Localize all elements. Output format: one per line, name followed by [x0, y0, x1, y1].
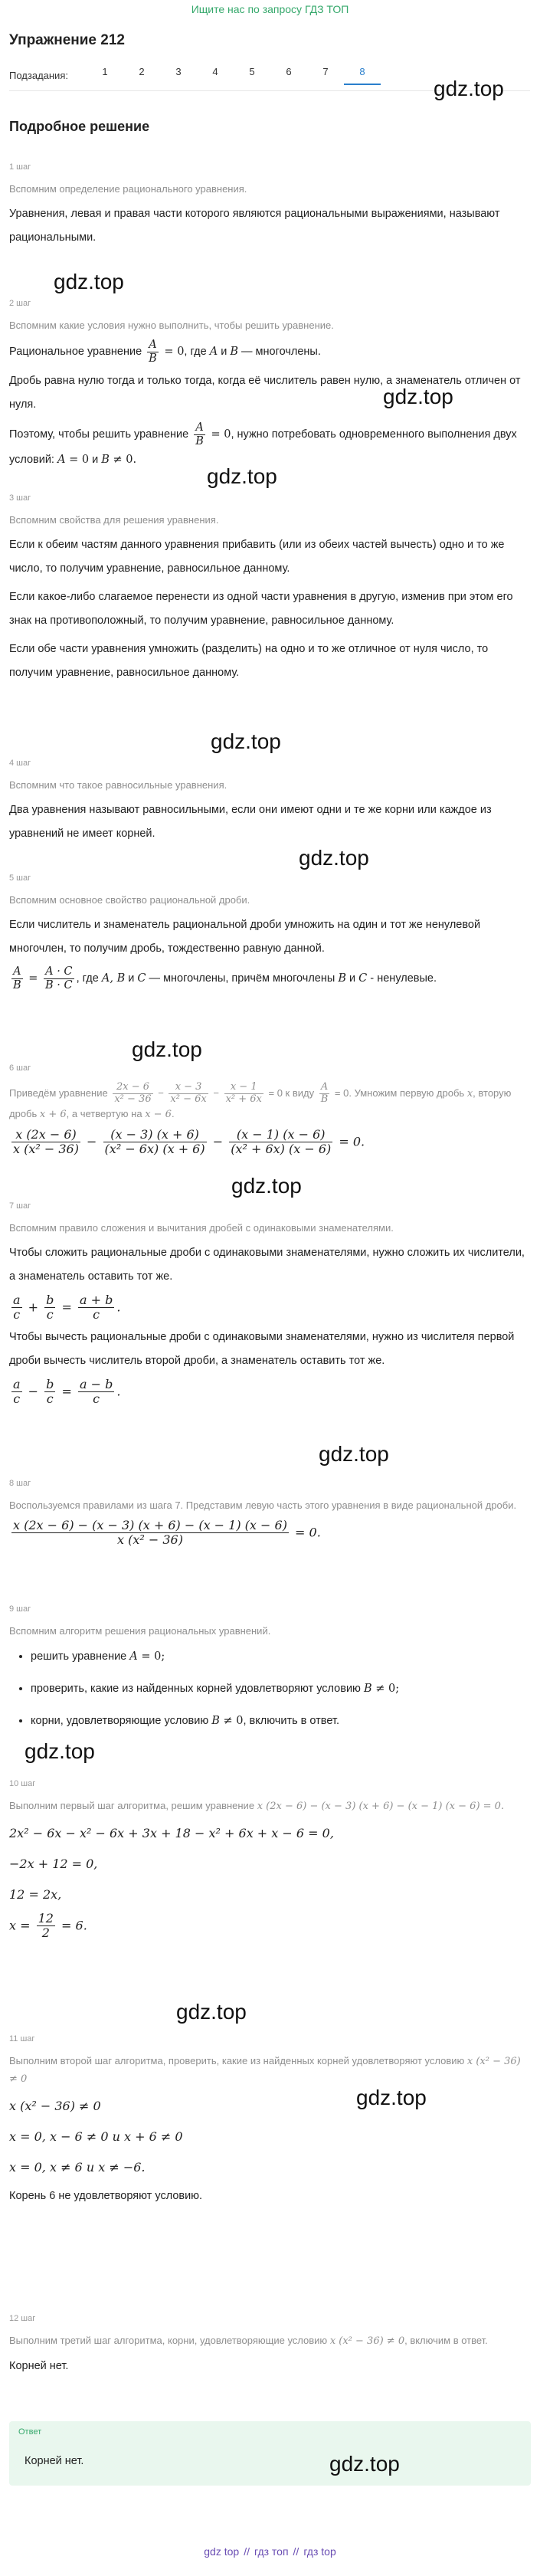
step-hint: Выполним третий шаг алгоритма, корни, удовлетворяющие условию x (x² − 36) ≠ 0, включим в ответ.: [9, 2335, 488, 2347]
step-text: Корней нет.: [9, 2360, 69, 2372]
step-5: [9, 873, 530, 996]
step-number: 4 шаг: [9, 759, 31, 768]
equation: 2x² − 6x − x² − 6x + 3x + 18 − x² + 6x + x − 6 = 0,: [9, 1826, 334, 1840]
watermark: gdz.top: [207, 464, 277, 488]
text-part: , а четвертую на: [66, 1107, 142, 1119]
text-part: и: [221, 346, 227, 358]
equation: $\frac{a}{c}$ + $\frac{b}{c}$ = $\frac{a + b}{c}$ .: [13, 1293, 121, 1322]
watermark: gdz.top: [211, 729, 281, 753]
step-number: 6 шаг: [9, 1064, 31, 1073]
step-number: 2 шаг: [9, 299, 31, 308]
solution-heading: Подробное решение: [9, 119, 150, 134]
equation: $\frac{x (2x - 6)}{\text{x (x² − 36)}}$ − $\frac{(x - 3) (x + 6)}{\text{(x² − 6x) (x + 6)}}$ − $\frac{(x - 1) (x - 6)}{\text{(x² + 6x) (x − 6)}}$ = 0.: [13, 1126, 365, 1157]
step-number: 10 шаг: [9, 1779, 36, 1788]
step-text: Если обе части уравнения умножить (разделить) на одно и то же отличное от нуля число, то получим уравнение, равносильное данному.: [9, 643, 489, 679]
step-text: Если к обеим частям данного уравнения прибавить (или из обеих частей вычесть) одно и то же число, то получим уравнение, равносильное данному.: [9, 539, 505, 575]
text-part: , где: [76, 972, 99, 985]
step-6: [9, 1064, 530, 1160]
step-text: Два уравнения называют равносильными, если они имеют одни и те же корни или каждое из уравнений не имеет корней.: [9, 804, 492, 840]
step-number: 11 шаг: [9, 2034, 35, 2043]
list-item: • корни, удовлетворяющие условию B ≠ 0, включить в ответ.: [31, 1709, 530, 1733]
watermark: gdz.top: [231, 1174, 302, 1198]
equation: $\frac{a}{c}$ − $\frac{b}{c}$ = $\frac{a - b}{c}$ .: [13, 1376, 121, 1407]
text-part: и: [128, 972, 135, 985]
text-part: Поэтому, чтобы решить уравнение: [9, 428, 189, 441]
step-8: [9, 1479, 530, 1551]
tab-5[interactable]: 5: [249, 66, 255, 77]
fraction: $\frac{2x - 6}{\text{x² − 36}}$: [114, 1081, 152, 1105]
tab-3[interactable]: 3: [175, 66, 182, 77]
text-part: , где: [184, 346, 207, 358]
step-hint: Вспомним основное свойство рациональной дроби.: [9, 894, 250, 906]
text-part: , вторую дробь: [9, 1086, 512, 1119]
step-hint: Вспомним свойства для решения уравнения.: [9, 514, 219, 526]
step-10: [9, 1779, 530, 1944]
fraction: $\frac{A}{B}$: [320, 1081, 329, 1105]
step-text: Дробь равна нулю тогда и только тогда, когда её числитель равен нулю, а знаменатель отличен от нуля.: [9, 375, 521, 411]
search-promo-link[interactable]: Ищите нас по запросу ГДЗ ТОП: [191, 3, 349, 15]
step-hint: Вспомним что такое равносильные уравнения.: [9, 779, 227, 791]
step-text: Чтобы сложить рациональные дроби с одинаковыми знаменателями, нужно сложить их числители, а знаменатель оставить тот же.: [9, 1247, 525, 1283]
fraction: $\frac{x - 1}{\text{x² + 6x}}$: [225, 1081, 262, 1105]
step-text: Если какое-либо слагаемое перенести из одной части уравнения в другую, изменив при этом его знак на противоположный, то получим уравнение, равносильное данному.: [9, 591, 513, 627]
step-text: Корень 6 не удовлетворяют условию.: [9, 2190, 203, 2202]
footer-link[interactable]: gdz top: [204, 2545, 240, 2558]
text-part: . Умножим первую дробь: [349, 1086, 465, 1099]
footer-separator: //: [244, 2545, 250, 2558]
watermark: gdz.top: [329, 2452, 400, 2476]
subtask-tabs-label: Подзадания:: [9, 70, 68, 81]
step-1: [9, 162, 530, 254]
step-number: 1 шаг: [9, 162, 31, 172]
step-hint: Приведём уравнение $\frac{2x - 6}{\text{x² − 36}}$ − $\frac{x - 3}{\text{x² − 6x}}$ − $\frac{x - 1}{\text{x² + 6x}}$ = 0 к виду $\frac{A}{B}$ = 0. Умножим первую дробь x, вторую дробь x + 6, а четвертую на x − 6.: [9, 1081, 512, 1120]
step-7: [9, 1201, 530, 1410]
footer-links: [0, 2545, 540, 2558]
tab-7[interactable]: 7: [322, 66, 329, 77]
tab-1[interactable]: 1: [102, 66, 108, 77]
step-text: Уравнения, левая и правая части которого являются рациональными выражениями, называют рациональными.: [9, 208, 500, 244]
step-number: 8 шаг: [9, 1479, 31, 1488]
watermark: gdz.top: [383, 385, 453, 408]
step-9: [9, 1604, 530, 1741]
watermark: gdz.top: [434, 77, 504, 100]
fraction-a-over-b: $\frac{A}{B}$: [195, 421, 204, 448]
text-part: и: [349, 972, 356, 985]
footer-separator: //: [293, 2545, 299, 2558]
step-hint: Воспользуемся правилами из шага 7. Представим левую часть этого уравнения в виде рациональной дроби.: [9, 1499, 517, 1511]
step-11: [9, 2034, 530, 2213]
fraction-a-over-b: $\frac{A}{B}$: [13, 965, 21, 991]
footer-link[interactable]: гдз топ: [254, 2545, 289, 2558]
step-text: Если числитель и знаменатель рациональной дроби умножить на один и тот же ненулевой многочлен, то получим дробь, тождественно равную данной.: [9, 919, 481, 955]
list-item: • решить уравнение A = 0;: [31, 1644, 530, 1669]
tab-4[interactable]: 4: [212, 66, 218, 77]
step-text: Поэтому, чтобы решить уравнение $\frac{A}{B}$ = 0, нужно потребовать одновременного выполнения двух условий: A = 0 и B ≠ 0.: [9, 421, 517, 466]
step-number: 7 шаг: [9, 1201, 31, 1211]
watermark: gdz.top: [54, 270, 124, 293]
page-title: Упражнение 212: [9, 32, 125, 48]
text-part: , нужно потребовать одновременного выполнения двух условий:: [9, 428, 517, 466]
fraction-ac-over-bc: $\frac{A \cdot C}{B \cdot C}$: [45, 965, 73, 991]
list-item: • проверить, какие из найденных корней удовлетворяют условию B ≠ 0;: [31, 1676, 530, 1701]
step-4: [9, 759, 530, 850]
step-hint: Выполним второй шаг алгоритма, проверить, какие из найденных корней удовлетворяют условию x (x² − 36) ≠ 0: [9, 2055, 521, 2085]
tab-6[interactable]: 6: [286, 66, 292, 77]
equation: −2x + 12 = 0,: [9, 1857, 98, 1871]
step-3: [9, 493, 530, 690]
text-part: к виду: [285, 1086, 315, 1099]
text-part: — многочлены, причём многочлены: [149, 972, 335, 985]
watermark: gdz.top: [299, 846, 369, 870]
step-hint: Выполним первый шаг алгоритма, решим уравнение x (2x − 6) − (x − 3) (x + 6) − (x − 1) (x − 6) = 0.: [9, 1800, 505, 1812]
step-text: $\frac{A}{B}$ = $\frac{A \cdot C}{B \cdot C}$ , где A, B и C — многочлены, причём многочлены B и C - ненулевые.: [13, 965, 437, 991]
step-number: 3 шаг: [9, 493, 31, 503]
fraction: $\frac{x - 3}{\text{x² − 6x}}$: [170, 1081, 207, 1105]
watermark: gdz.top: [356, 2086, 427, 2109]
algorithm-list: [9, 1644, 530, 1733]
watermark: gdz.top: [319, 1442, 389, 1466]
tab-8[interactable]: 8: [344, 66, 381, 85]
step-hint: Вспомним определение рационального уравнения.: [9, 183, 247, 195]
step-text: Чтобы вычесть рациональные дроби с одинаковыми знаменателями, нужно из числителя первой дроби вычесть числитель второй дроби, а знаменатель оставить тот же.: [9, 1330, 515, 1367]
step-hint: Вспомним правило сложения и вычитания дробей с одинаковыми знаменателями.: [9, 1222, 394, 1234]
step-hint: Вспомним какие условия нужно выполнить, чтобы решить уравнение.: [9, 320, 334, 331]
equation: x = 0, x ≠ 6 и x ≠ −6.: [9, 2160, 146, 2175]
equation: x (x² − 36) ≠ 0: [9, 2099, 101, 2113]
tab-2[interactable]: 2: [139, 66, 145, 77]
text-part: — многочлены.: [241, 346, 321, 358]
subtask-tabs: [9, 66, 381, 85]
step-12: [9, 2314, 530, 2383]
equation: x = $\frac{12}{2}$ = 6.: [9, 1911, 87, 1941]
step-number: 9 шаг: [9, 1604, 31, 1614]
answer-label: Ответ: [18, 2427, 42, 2437]
watermark: gdz.top: [132, 1037, 202, 1061]
step-number: 12 шаг: [9, 2314, 36, 2323]
text-part: Приведём уравнение: [9, 1086, 108, 1099]
step-number: 5 шаг: [9, 873, 31, 883]
watermark: gdz.top: [176, 2000, 247, 2024]
equation: x = 0, x − 6 ≠ 0 и x + 6 ≠ 0: [9, 2129, 183, 2144]
footer-link[interactable]: гдз top: [303, 2545, 336, 2558]
fraction-a-over-b: $\frac{A}{B}$: [149, 339, 157, 365]
equation: 12 = 2x,: [9, 1887, 62, 1902]
text-part: ненулевые.: [377, 972, 437, 985]
step-text: Рациональное уравнение $\frac{A}{B}$ = 0, где A и B — многочлены.: [9, 339, 321, 365]
text-part: и: [92, 453, 99, 466]
answer-text: Корней нет.: [25, 2455, 84, 2467]
watermark: gdz.top: [25, 1739, 95, 1763]
equation: $\frac{x (2x - 6) - (x - 3) (x + 6) - (x - 1) (x - 6)}{\text{x (x² − 36)}}$ = 0.: [13, 1518, 321, 1548]
step-hint: Вспомним алгоритм решения рациональных уравнений.: [9, 1625, 271, 1637]
text-part: Рациональное уравнение: [9, 346, 142, 358]
answer-box: [9, 2421, 531, 2486]
